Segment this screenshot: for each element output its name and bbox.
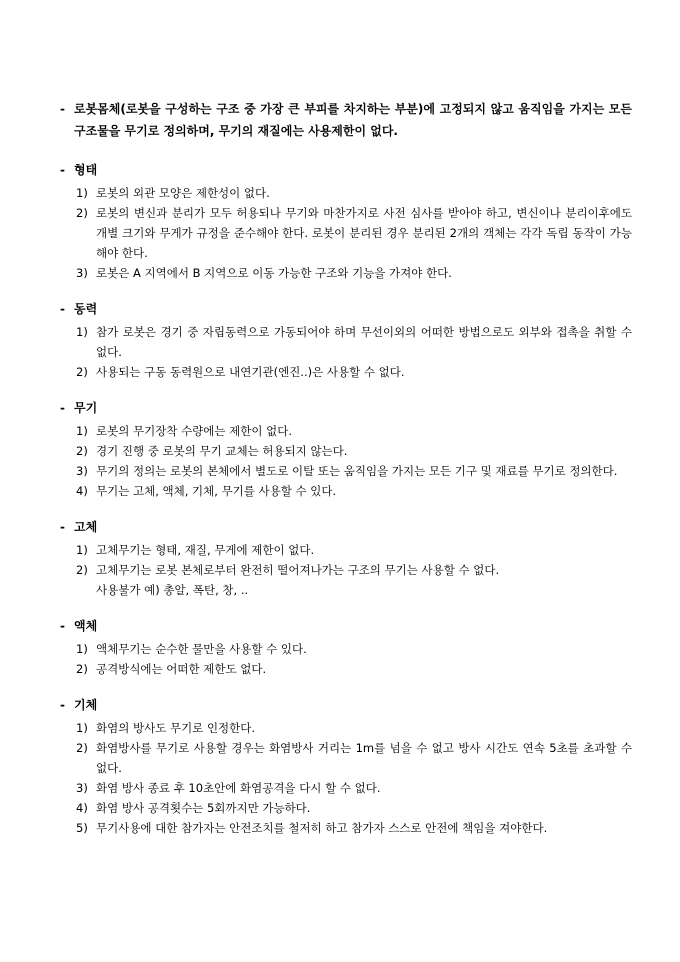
item-body <box>96 778 632 798</box>
item-body <box>96 798 632 818</box>
list-item <box>60 778 632 798</box>
item-text: 무기는 고체, 액체, 기체, 무기를 사용할 수 있다. <box>96 484 337 498</box>
section-title: 기체 <box>74 698 98 712</box>
list-item <box>60 798 632 818</box>
item-number: 1) <box>76 424 88 438</box>
item-number: 1) <box>76 543 88 557</box>
item-text: 참가 로봇은 경기 중 자립동력으로 가동되어야 하며 무선이외의 어떠한 방법으로도 외부와 접촉을 취할 수 없다. <box>96 325 632 359</box>
item-body <box>96 183 632 203</box>
item-number: 5) <box>76 821 88 835</box>
section <box>60 160 632 283</box>
item-text: 화염방사를 무기로 사용할 경우는 화염방사 거리는 1m를 넘을 수 없고 방사 시간도 연속 5초를 초과할 수 없다. <box>96 741 632 775</box>
item-text: 무기사용에 대한 참가자는 안전조치를 철저히 하고 참가자 스스로 안전에 책임을 져야한다. <box>96 821 548 835</box>
section-heading <box>60 299 632 319</box>
section <box>60 616 632 679</box>
heading-dash: - <box>60 163 65 177</box>
item-number: 4) <box>76 484 88 498</box>
list-item <box>60 183 632 203</box>
list-item <box>60 421 632 441</box>
section-title: 형태 <box>74 163 98 177</box>
heading-dash: - <box>60 302 65 316</box>
section-heading <box>60 160 632 180</box>
item-text: 사용되는 구동 동력원으로 내연기관(엔진..)은 사용할 수 없다. <box>96 365 405 379</box>
section-heading <box>60 695 632 715</box>
item-text: 고체무기는 형태, 재질, 무게에 제한이 없다. <box>96 543 315 557</box>
item-number: 1) <box>76 325 88 339</box>
item-number: 1) <box>76 721 88 735</box>
section-title: 액체 <box>74 619 98 633</box>
item-text: 경기 진행 중 로봇의 무기 교체는 허용되지 않는다. <box>96 444 348 458</box>
item-body <box>96 818 632 838</box>
item-text: 로봇은 A 지역에서 B 지역으로 이동 가능한 구조와 기능을 가져야 한다. <box>96 266 452 280</box>
item-number: 2) <box>76 206 88 220</box>
item-number: 2) <box>76 444 88 458</box>
list-item <box>60 322 632 362</box>
intro-dash: - <box>60 102 65 116</box>
item-body <box>96 481 632 501</box>
item-body <box>96 461 632 481</box>
list-item <box>60 560 632 600</box>
item-body <box>96 322 632 362</box>
section <box>60 695 632 838</box>
item-text: 로봇의 무기장착 수량에는 제한이 없다. <box>96 424 293 438</box>
section-title: 동력 <box>74 302 98 316</box>
list-item <box>60 441 632 461</box>
list-item <box>60 540 632 560</box>
item-body <box>96 540 632 560</box>
list-item <box>60 203 632 263</box>
section-title: 무기 <box>74 401 98 415</box>
list-item <box>60 738 632 778</box>
item-number: 4) <box>76 801 88 815</box>
heading-dash: - <box>60 698 65 712</box>
heading-dash: - <box>60 401 65 415</box>
item-text: 공격방식에는 어떠한 제한도 없다. <box>96 662 267 676</box>
section-title: 고체 <box>74 520 98 534</box>
section-heading <box>60 517 632 537</box>
list-item <box>60 461 632 481</box>
item-text: 로봇의 외관 모양은 제한성이 없다. <box>96 186 270 200</box>
item-number: 2) <box>76 741 88 755</box>
list-item <box>60 718 632 738</box>
list-item <box>60 659 632 679</box>
item-text: 액체무기는 순수한 물만을 사용할 수 있다. <box>96 642 307 656</box>
item-number: 3) <box>76 464 88 478</box>
heading-dash: - <box>60 619 65 633</box>
list-item <box>60 481 632 501</box>
item-number: 1) <box>76 186 88 200</box>
item-text: 화염 방사 공격횟수는 5회까지만 가능하다. <box>96 801 311 815</box>
intro-text: 로봇몸체(로봇을 구성하는 구조 중 가장 큰 부피를 차지하는 부분)에 고정되지 않고 움직임을 가지는 모든 구조물을 무기로 정의하며, 무기의 재질에는 사용제한이 없다. <box>74 102 632 138</box>
item-note: 사용불가 예) 총알, 폭탄, 창, .. <box>96 583 249 597</box>
item-body <box>96 263 632 283</box>
item-text: 화염 방사 종료 후 10초안에 화염공격을 다시 할 수 없다. <box>96 781 381 795</box>
item-body <box>96 659 632 679</box>
intro-paragraph <box>60 98 632 142</box>
item-number: 2) <box>76 563 88 577</box>
item-number: 3) <box>76 266 88 280</box>
heading-dash: - <box>60 520 65 534</box>
item-body <box>96 560 632 600</box>
list-item <box>60 263 632 283</box>
item-text: 무기의 정의는 로봇의 본체에서 별도로 이탈 또는 움직임을 가지는 모든 기구 및 재료를 무기로 정의한다. <box>96 464 618 478</box>
item-body <box>96 718 632 738</box>
item-text: 로봇의 변신과 분리가 모두 허용되나 무기와 마찬가지로 사전 심사를 받아야 하고, 변신이나 분리이후에도 개별 크기와 무게가 규정을 준수해야 한다. 로봇이 분리된 경우 분리된 2개의 객체는 각각 독립 동작이 가능해야 한다. <box>96 206 632 260</box>
item-number: 3) <box>76 781 88 795</box>
section-heading <box>60 616 632 636</box>
list-item <box>60 639 632 659</box>
section-heading <box>60 398 632 418</box>
sections-container <box>60 160 632 838</box>
item-number: 2) <box>76 662 88 676</box>
item-body <box>96 421 632 441</box>
section <box>60 398 632 501</box>
item-body <box>96 441 632 461</box>
item-text: 고체무기는 로봇 본체로부터 완전히 떨어져나가는 구조의 무기는 사용할 수 없다. <box>96 563 500 577</box>
item-body <box>96 738 632 778</box>
item-body <box>96 639 632 659</box>
item-text: 화염의 방사도 무기로 인정한다. <box>96 721 256 735</box>
section <box>60 517 632 600</box>
item-number: 1) <box>76 642 88 656</box>
list-item <box>60 818 632 838</box>
list-item <box>60 362 632 382</box>
item-number: 2) <box>76 365 88 379</box>
item-body <box>96 362 632 382</box>
item-body <box>96 203 632 263</box>
section <box>60 299 632 382</box>
